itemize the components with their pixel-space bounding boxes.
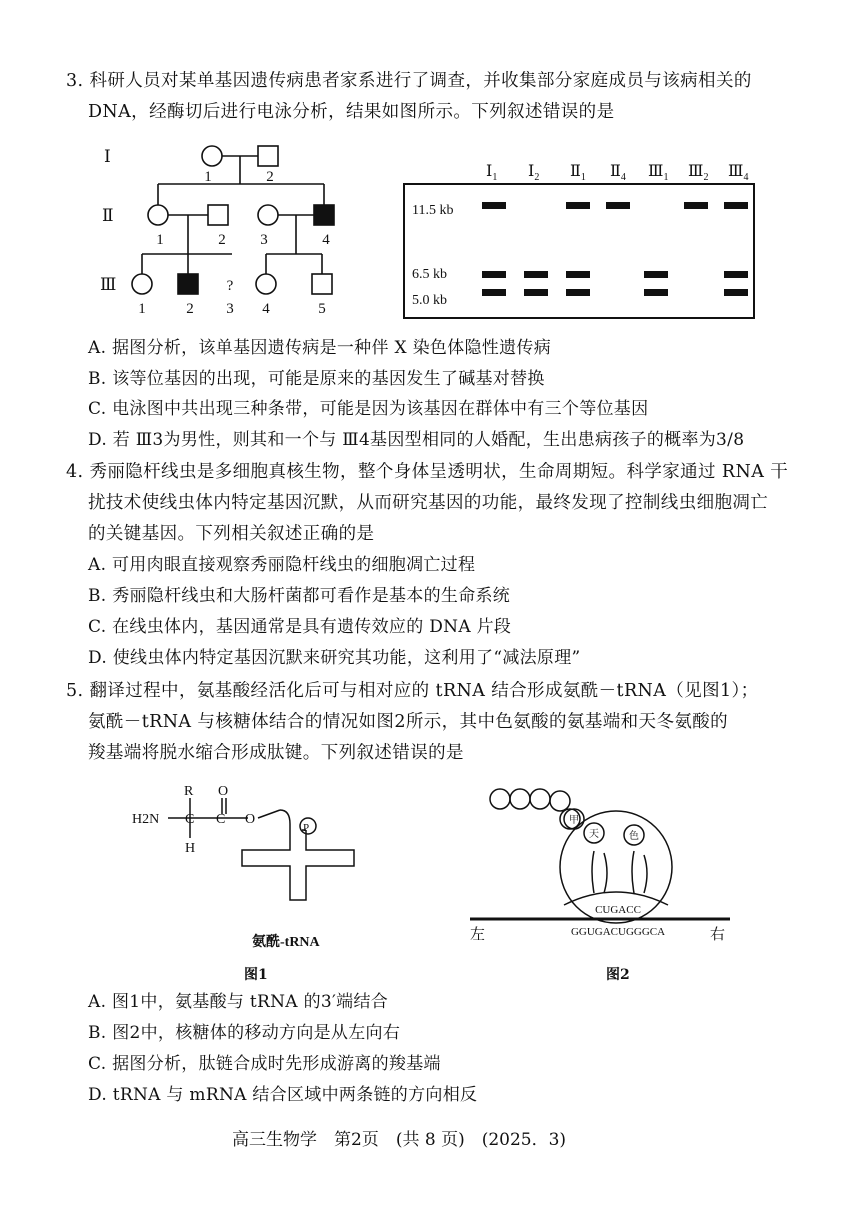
gel-band [644, 289, 668, 296]
q4-option-a: A. 可用肉眼直接观察秀丽隐杆线虫的细胞凋亡过程 [88, 555, 476, 575]
gel-band [566, 202, 590, 209]
q3-stem-line-1: 3. 科研人员对某单基因遗传病患者家系进行了调查，并收集部分家庭成员与该病相关的 [66, 71, 752, 91]
q3-stem-line-2: DNA，经酶切后进行电泳分析，结果如图所示。下列叙述错误的是 [88, 102, 615, 122]
gel-lane-label: $Ⅲ_2$ [688, 163, 709, 183]
q5-stem-line-2: 氨酰－tRNA 与核糖体结合的情况如图2所示，其中色氨酸的氨基端和天冬氨酸的 [88, 712, 729, 732]
q5-option-d: D. tRNA 与 mRNA 结合区域中两条链的方向相反 [88, 1085, 478, 1105]
gel-band [606, 202, 630, 209]
fig1-label: 氨酰-tRNA [252, 935, 320, 950]
fig1-r: R [184, 784, 194, 799]
q4-stem-line-3: 的关键基因。下列相关叙述正确的是 [88, 524, 375, 544]
gel-lane-label: $Ⅱ_4$ [610, 163, 626, 183]
peptide-bead-2 [510, 789, 530, 809]
label-II3: 3 [260, 232, 268, 248]
pedigree-I1-female [202, 146, 222, 166]
gel-band [566, 271, 590, 278]
gen-label-III: Ⅲ [100, 275, 117, 294]
gel-band [524, 289, 548, 296]
label-III3: 3 [226, 301, 234, 317]
fig2-mrna: GGUGACUGGGCA [570, 926, 666, 938]
q4-option-b: B. 秀丽隐杆线虫和大肠杆菌都可看作是基本的生命系统 [88, 586, 511, 606]
fig2-right: 右 [710, 927, 726, 943]
pedigree-III5-male [312, 274, 332, 294]
unknown-mark: ? [226, 278, 234, 294]
label-III2: 2 [186, 301, 194, 317]
label-II4: 4 [322, 232, 330, 248]
fig2-anticodons: CUGACC [595, 904, 641, 916]
size-label-5-0: 5.0 kb [412, 293, 447, 308]
pedigree-I2-male [258, 146, 278, 166]
peptide-bead-4 [550, 791, 570, 811]
figure-1-caption: 图1 [244, 967, 268, 983]
pedigree-III1-female [132, 274, 152, 294]
label-III5: 5 [318, 301, 326, 317]
fig2-aa-tian: 天 [589, 829, 599, 840]
fig2-aa-jia: 甲 [569, 815, 579, 826]
label-II2: 2 [218, 232, 226, 248]
q5-stem-line-1: 5. 翻译过程中，氨基酸经活化后可与相对应的 tRNA 结合形成氨酰－tRNA（见图1）； [66, 681, 759, 701]
q4-option-c: C. 在线虫体内，基因通常是具有遗传效应的 DNA 片段 [88, 617, 512, 637]
figure-2-caption: 图2 [606, 967, 630, 983]
size-label-11-5: 11.5 kb [412, 203, 454, 218]
label-II1: 1 [156, 232, 164, 248]
gel-band [566, 289, 590, 296]
gel-lane-label: $Ⅲ_4$ [728, 163, 749, 183]
fig1-h: H [185, 841, 196, 856]
label-I1: 1 [204, 169, 212, 185]
fig1-carbon-2: C [216, 812, 226, 827]
q5-option-c: C. 据图分析，肽链合成时先形成游离的羧基端 [88, 1054, 441, 1074]
q3-option-c: C. 电泳图中共出现三种条带，可能是因为该基因在群体中有三个等位基因 [88, 399, 649, 419]
gen-label-I: Ⅰ [104, 147, 111, 166]
fig1-p: P [303, 822, 310, 834]
fig2-left: 左 [470, 927, 486, 943]
page-footer: 高三生物学 第2页 (共 8 页) (2025．3) [232, 1130, 567, 1150]
q5-stem-line-3: 羧基端将脱水缩合形成肽键。下列叙述错误的是 [88, 743, 464, 763]
gel-band [524, 271, 548, 278]
size-label-6-5: 6.5 kb [412, 267, 447, 282]
q4-stem-line-2: 扰技术使线虫体内特定基因沉默，从而研究基因的功能，最终发现了控制线虫细胞凋亡 [88, 493, 769, 513]
label-III1: 1 [138, 301, 146, 317]
gel-band [724, 271, 748, 278]
pedigree-III4-female [256, 274, 276, 294]
pedigree-chart [90, 140, 450, 315]
fig1-o-top: O [218, 784, 229, 799]
pedigree-II1-female [148, 205, 168, 225]
q5-option-a: A. 图1中，氨基酸与 tRNA 的3′端结合 [88, 992, 389, 1012]
pedigree-III2-affected-male [178, 274, 198, 294]
q3-option-b: B. 该等位基因的出现，可能是原来的基因发生了碱基对替换 [88, 369, 545, 389]
gen-label-II: Ⅱ [102, 206, 114, 225]
figure-1-aminoacyl-trna [130, 780, 370, 950]
gel-band [684, 202, 708, 209]
q3-option-d: D. 若 Ⅲ3为男性，则其和一个与 Ⅲ4基因型相同的人婚配，生出患病孩子的概率为3/8 [88, 430, 745, 450]
gel-band [482, 202, 506, 209]
figure-2-ribosome [470, 775, 750, 945]
gel-lane-label: $Ⅰ_1$ [486, 163, 498, 183]
gel-band [482, 271, 506, 278]
pedigree-II4-affected-male [314, 205, 334, 225]
gel-band [724, 289, 748, 296]
q5-option-b: B. 图2中，核糖体的移动方向是从左向右 [88, 1023, 401, 1043]
fig1-carbon-1: C [185, 812, 195, 827]
gel-band [482, 289, 506, 296]
gel-band [724, 202, 748, 209]
gel-lane-label: $Ⅲ_1$ [648, 163, 669, 183]
label-I2: 2 [266, 169, 274, 185]
peptide-bead-1 [490, 789, 510, 809]
gel-lane-label: $Ⅰ_2$ [528, 163, 540, 183]
pedigree-II2-male [208, 205, 228, 225]
fig1-o-link: O [245, 812, 256, 827]
fig2-aa-se: 色 [629, 831, 639, 842]
q3-option-a: A. 据图分析，该单基因遗传病是一种伴 X 染色体隐性遗传病 [88, 338, 551, 358]
q4-option-d: D. 使线虫体内特定基因沉默来研究其功能，这利用了“减法原理” [88, 648, 581, 668]
q4-stem-line-1: 4. 秀丽隐杆线虫是多细胞真核生物，整个身体呈透明状，生命周期短。科学家通过 RNA 干 [66, 462, 789, 482]
fig1-h2n: H2N [132, 812, 160, 827]
gel-electrophoresis [398, 156, 758, 326]
gel-band [644, 271, 668, 278]
pedigree-II3-female [258, 205, 278, 225]
peptide-bead-3 [530, 789, 550, 809]
gel-lane-label: $Ⅱ_1$ [570, 163, 586, 183]
label-III4: 4 [262, 301, 270, 317]
